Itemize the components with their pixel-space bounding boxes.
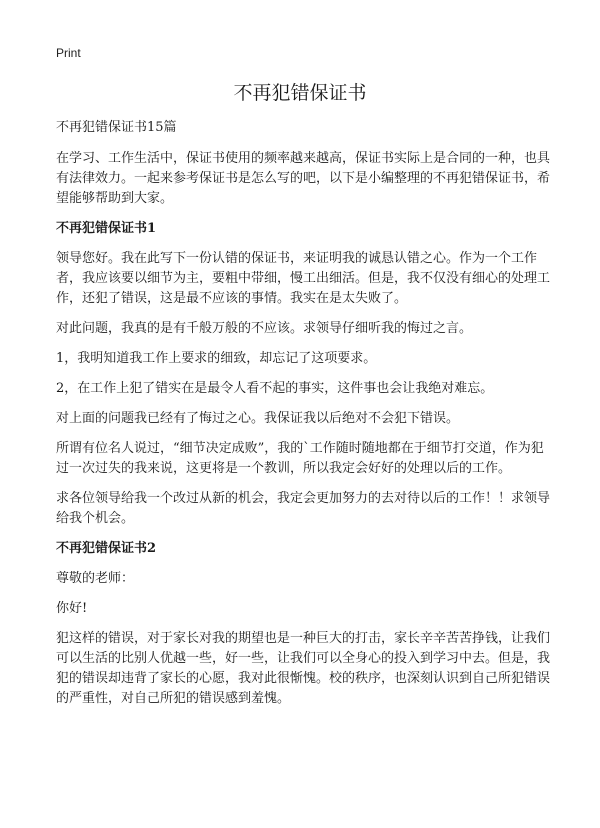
intro-paragraph: 在学习、工作生活中，保证书使用的频率越来越高，保证书实际上是合同的一种，也具有法律效力。一起来参考保证书是怎么写的吧，以下是小编整理的不再犯错保证书，希望能够帮助到大家。 bbox=[56, 151, 551, 206]
document-body bbox=[56, 118, 556, 719]
print-link[interactable]: Print bbox=[56, 46, 81, 60]
paragraph: 求各位领导给我一个改过从新的机会，我定会更加努力的去对待以后的工作！！求领导给我个机会。 bbox=[56, 491, 551, 526]
section-heading-1: 不再犯错保证书1 bbox=[56, 221, 157, 236]
paragraph: 2，在工作上犯了错实在是最令人看不起的事实，这件事也会让我绝对难忘。 bbox=[56, 381, 494, 396]
page-title: 不再犯错保证书 bbox=[233, 82, 367, 104]
paragraph: 犯这样的错误，对于家长对我的期望也是一种巨大的打击，家长辛辛苦苦挣钱，让我们可以生活的比别人优越一些，好一些，让我们可以全身心的投入到学习中去。但是，我犯的错误却违背了家长的心愿，我对此很惭愧。校的秩序，也深刻认识到自己所犯错误的严重性，对自己所犯的错误感到羞愧。 bbox=[56, 631, 551, 706]
paragraph: 对此问题，我真的是有千般万般的不应该。求领导仔细听我的悔过之言。 bbox=[56, 321, 473, 336]
document-subtitle: 不再犯错保证书15篇 bbox=[56, 120, 177, 135]
paragraph: 所谓有位名人说过，“细节决定成败”，我的`工作随时随地都在于细节打交道，作为犯过一次过失的我来说，这更将是一个教训，所以我定会好好的处理以后的工作。 bbox=[56, 441, 544, 476]
paragraph: 尊敬的老师： bbox=[56, 571, 135, 586]
paragraph: 领导您好。我在此写下一份认错的保证书，来证明我的诚恳认错之心。作为一个工作者，我应该要以细节为主，要粗中带细，慢工出细活。但是，我不仅没有细心的处理工作，还犯了错误，这是最不应该的事情。我实在是太失败了。 bbox=[56, 251, 551, 306]
paragraph: 对上面的问题我已经有了悔过之心。我保证我以后绝对不会犯下错误。 bbox=[56, 411, 460, 426]
paragraph: 你好! bbox=[56, 601, 88, 616]
paragraph: 1，我明知道我工作上要求的细致，却忘记了这项要求。 bbox=[56, 351, 377, 366]
section-heading-2: 不再犯错保证书2 bbox=[56, 541, 157, 556]
